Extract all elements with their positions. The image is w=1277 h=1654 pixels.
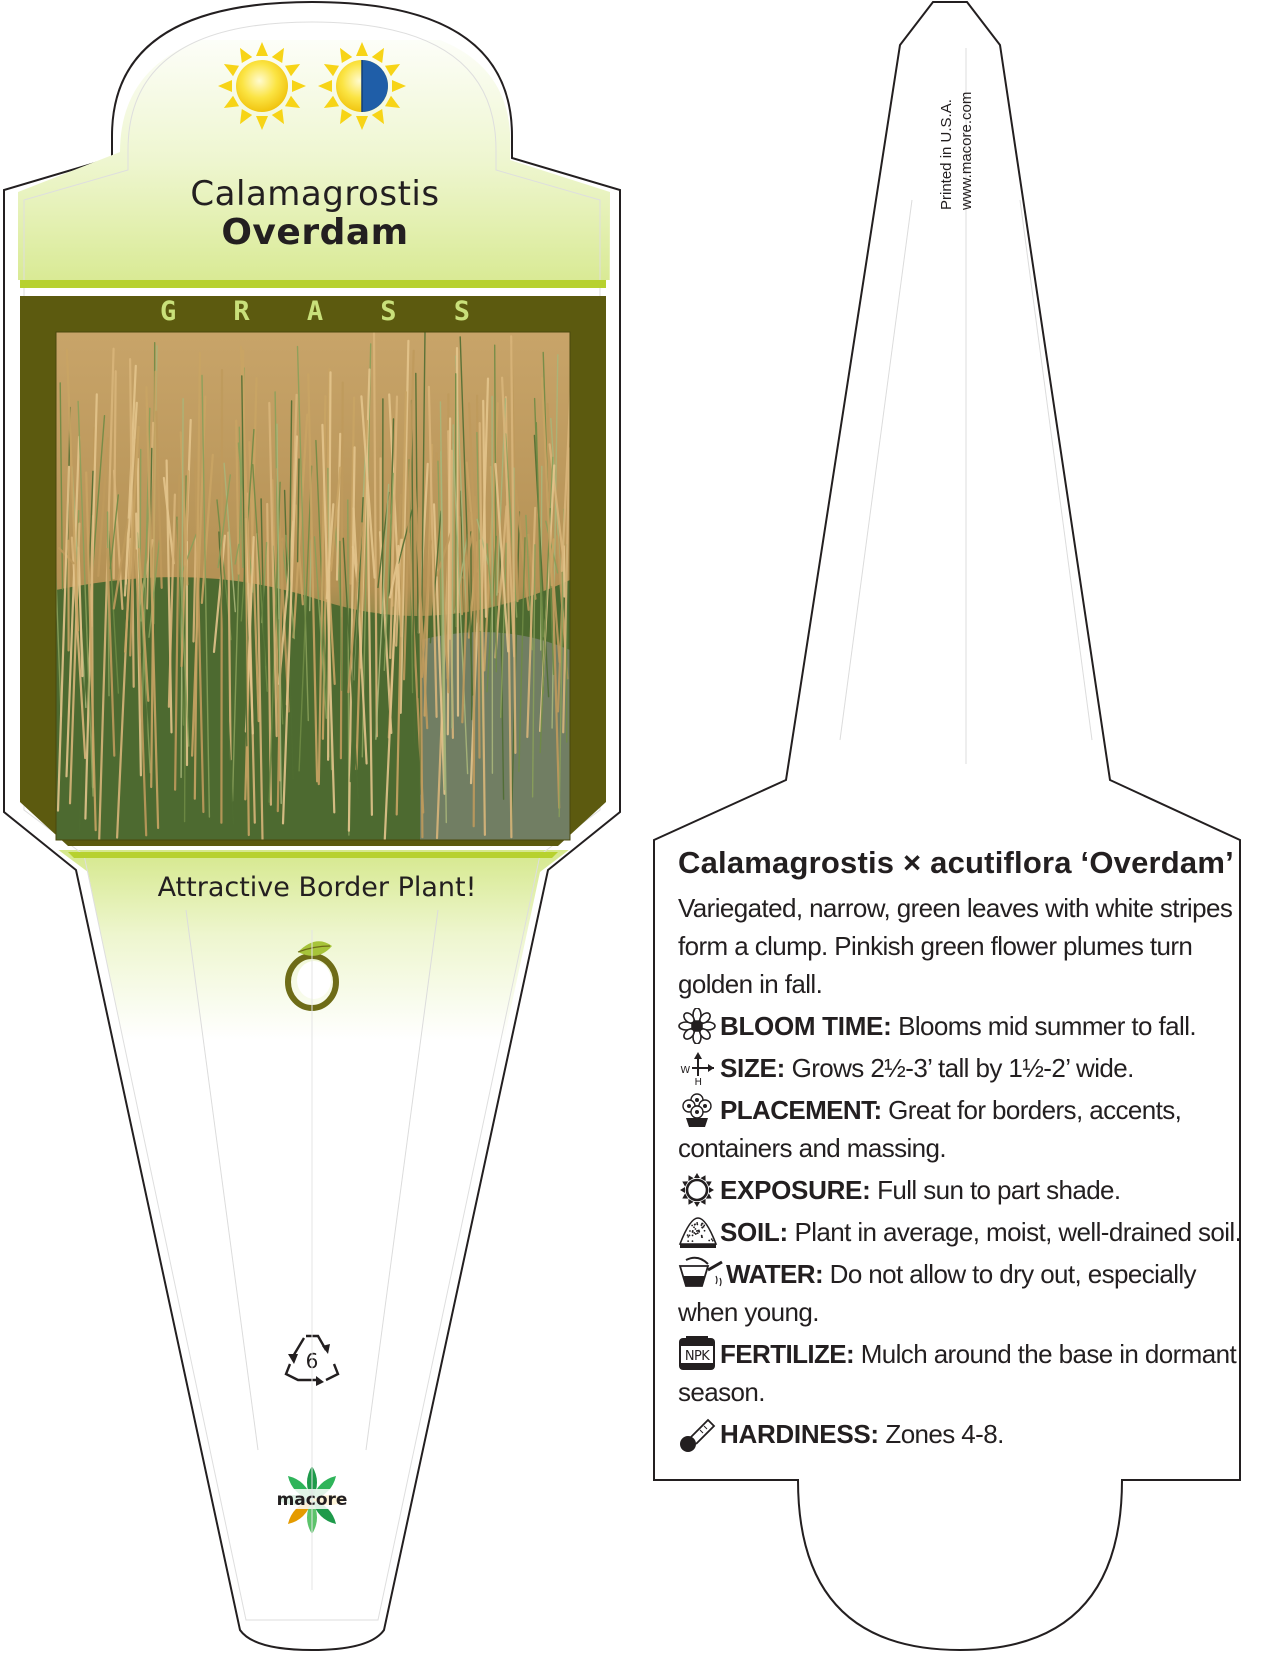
attr-label: HARDINESS: bbox=[720, 1419, 879, 1449]
category-letter: S bbox=[380, 296, 397, 327]
category-label bbox=[160, 296, 470, 327]
sun-icon bbox=[678, 1171, 720, 1209]
care-info bbox=[678, 845, 1258, 1453]
recycle-number: 6 bbox=[305, 1349, 319, 1373]
attr-label: FERTILIZE: bbox=[720, 1339, 855, 1369]
category-letter: G bbox=[160, 296, 177, 327]
category-letter: S bbox=[453, 296, 470, 327]
front-title-cultivar: Overdam bbox=[221, 212, 409, 253]
thermometer-icon bbox=[678, 1415, 720, 1453]
botanical-name: Calamagrostis × acutiflora ‘Overdam’ bbox=[678, 845, 1234, 880]
category-letter: A bbox=[306, 296, 324, 327]
attr-water bbox=[678, 1255, 1258, 1331]
attr-label: WATER: bbox=[726, 1259, 824, 1289]
placement-icon bbox=[678, 1091, 720, 1129]
grass-photo bbox=[49, 332, 572, 840]
size-icon bbox=[678, 1049, 720, 1087]
attr-label: SIZE: bbox=[720, 1053, 785, 1083]
flower-icon bbox=[678, 1007, 720, 1045]
npk-text: NPK bbox=[684, 1349, 710, 1364]
attr-fertilize bbox=[678, 1335, 1258, 1411]
attr-label: SOIL: bbox=[720, 1217, 788, 1247]
soil-icon bbox=[678, 1213, 720, 1251]
website: www.macore.com bbox=[958, 91, 975, 210]
category-letter: R bbox=[233, 296, 250, 327]
attr-text: Mulch around the base in dormant season. bbox=[678, 1339, 1237, 1407]
size-icon-h: H bbox=[694, 1077, 702, 1086]
attr-text: Grows 2½-3’ tall by 1½-2’ wide. bbox=[784, 1053, 1134, 1083]
attr-bloom bbox=[678, 1007, 1258, 1045]
attr-text: Do not allow to dry out, especially when young. bbox=[678, 1259, 1196, 1327]
lime-band-top bbox=[20, 280, 606, 288]
attr-label: BLOOM TIME: bbox=[720, 1011, 892, 1041]
attr-text: Plant in average, moist, well-drained soil. bbox=[787, 1217, 1242, 1247]
attr-size bbox=[678, 1049, 1258, 1087]
size-icon-w: W bbox=[680, 1065, 690, 1076]
attr-exposure bbox=[678, 1171, 1258, 1209]
attr-text: Great for borders, accents, containers and massing. bbox=[678, 1095, 1182, 1163]
front-title-genus: Calamagrostis bbox=[190, 174, 440, 214]
attr-placement bbox=[678, 1091, 1258, 1167]
attr-label: EXPOSURE: bbox=[720, 1175, 871, 1205]
attr-text: Zones 4-8. bbox=[878, 1419, 1004, 1449]
printed-in: Printed in U.S.A. bbox=[938, 99, 955, 210]
attr-text: Blooms mid summer to fall. bbox=[891, 1011, 1197, 1041]
lime-band-bottom bbox=[68, 852, 558, 858]
attr-label: PLACEMENT: bbox=[720, 1095, 882, 1125]
brand-name: macore bbox=[276, 1490, 348, 1510]
plant-description: Variegated, narrow, green leaves with white stripes form a clump. Pinkish green flower plumes turn golden in fall. bbox=[678, 893, 1233, 999]
attr-soil bbox=[678, 1213, 1258, 1251]
attr-text: Full sun to part shade. bbox=[870, 1175, 1121, 1205]
tagline: Attractive Border Plant! bbox=[157, 872, 477, 903]
watering-can-icon bbox=[678, 1255, 726, 1293]
printer-info bbox=[938, 50, 975, 210]
npk-icon bbox=[678, 1335, 720, 1373]
attr-hardiness bbox=[678, 1415, 1258, 1453]
